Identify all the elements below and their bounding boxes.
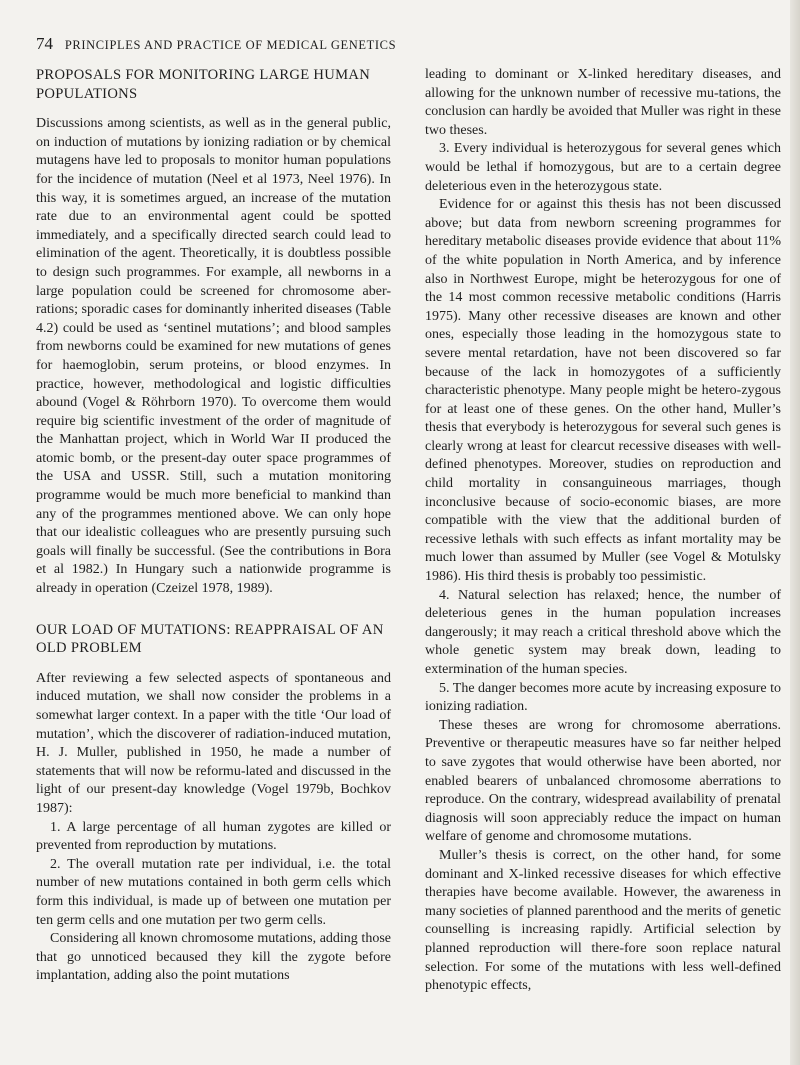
section-heading-monitoring: PROPOSALS FOR MONITORING LARGE HUMAN POPULATIONS bbox=[36, 67, 371, 102]
page-number: 74 bbox=[36, 34, 53, 53]
thesis-3: 3. Every individual is heterozygous for several genes which would be lethal if homozygous, but are to a certain degree deleterious even in the heterozygous state. bbox=[425, 141, 781, 194]
paragraph: Discussions among scientists, as well as in the general public, on induction of mutations by ionizing radiation or by chemical mutagens have led to proposals to monitor human populations for the incidence of mutation (Neel et al 1973, Neel 1976). In this way, it is sometimes argued, an increase of the mutation rate due to an environmental agent could be spotted immediately, and a specifically directed search could lead to elimination of the agent. Theoretically, it is doubtless possible to design such programmes. For example, all newborns in a large population could be screened for chromosome aber-rations; sporadic cases for dominantly inherited diseases (Table 4.2) could be used as ‘sentinel mutations’; and blood samples from newborns could be examined for new mutations of genes for haemoglobin, serum proteins, or blood enzymes. In practice, however, methodological and logistic difficulties abound (Vogel & Röhrborn 1970). To overcome them would require big scientific investment of the order of magnitude of the Manhattan project, which in World War II produced the atomic bomb, or the present-day outer space programmes of the USA and USSR. Still, such a mutation monitoring programme would be much more beneficial to mankind than any of the programmes mentioned above. We can only hope that our idealistic colleagues who are presently pursuing such goals will finally be successful. (See the contributions in Bora et al 1982.) In Hungary such a nationwide programme is already in operation (Czeizel 1978, 1989). bbox=[36, 116, 391, 597]
paragraph: Considering all known chromosome mutations, adding those that go unnoticed becaused they kill the zygote before implantation, adding also the point mutations bbox=[36, 931, 391, 984]
running-title: PRINCIPLES AND PRACTICE OF MEDICAL GENETICS bbox=[64, 38, 397, 52]
running-header bbox=[36, 34, 396, 54]
paragraph: These theses are wrong for chromosome aberrations. Preventive or therapeutic measures have so far neither helped to save zygotes that would otherwise have been aborted, nor enabled bearers of unbalanced chromosome aberrations to reproduce. On the contrary, widespread availability of prenatal diagnosis will soon appreciably reduce the impact on human welfare of genome and chromosome mutations. bbox=[425, 717, 781, 845]
paragraph: Evidence for or against this thesis has not been discussed above; but data from newborn screening programmes for hereditary metabolic diseases provide evidence that about 11% of the white population in North America, and by inference also in Northwest Europe, might be heterozygous for one of the 14 most common recessive metabolic conditions (Harris 1975). Many other recessive diseases are known and other ones, especially those leading in the homozygous state to severe mental retardation, have not been discovered so far because of the lack in homozygotes of a sufficiently characteristic phenotype. Many people might be hetero-zygous for at least one of these genes. On the other hand, Muller’s thesis that everybody is heterozygous for several such genes is clearly wrong at least for clearcut recessive diseases with well-defined phenotypes. Moreover, studies on reproduction and child mortality in consanguineous marriages, though inconclusive because of socio-economic biases, are more compatible with the view that the additional burden of recessive lethals with such effects as infant mortality may be much lower than assumed by Muller (see Vogel & Motulsky 1986). His third thesis is probably too pessimistic. bbox=[425, 197, 781, 585]
thesis-2: 2. The overall mutation rate per individual, i.e. the total number of new mutations contained in both germ cells which form this individual, is made up of between one mutation per ten germ cells and one mutation per two germ cells. bbox=[36, 856, 391, 928]
thesis-5: 5. The danger becomes more acute by increasing exposure to ionizing radiation. bbox=[425, 680, 781, 715]
right-column bbox=[425, 66, 781, 996]
paragraph: After reviewing a few selected aspects of spontaneous and induced mutation, we shall now consider the problems in a somewhat larger context. In a paper with the title ‘Our load of mutation’, which the discoverer of radiation-induced mutation, H. J. Muller, published in 1950, he made a number of statements that will now be reformu-lated and discussed in the light of our present-day knowledge (Vogel 1979b, Bochkov 1987): bbox=[36, 670, 391, 816]
section-heading-load-of-mutations: OUR LOAD OF MUTATIONS: REAPPRAISAL OF AN OLD PROBLEM bbox=[36, 621, 384, 657]
paragraph: Muller’s thesis is correct, on the other hand, for some dominant and X-linked recessive diseases for which effective therapies have become available. However, the awareness in many societies of planned parenthood and the merits of genetic counselling is increasing rapidly. Artificial selection by planned reproduction will there-fore soon replace natural selection. For some of the mutations with less well-defined phenotypic effects, bbox=[425, 847, 781, 994]
thesis-4: 4. Natural selection has relaxed; hence, the number of deleterious genes in the human population increases dangerously; it may reach a critical threshold above which the whole genetic system may break down, leading to extermination of the human species. bbox=[425, 587, 781, 677]
thesis-1: 1. A large percentage of all human zygotes are killed or prevented from reproduction by mutations. bbox=[36, 819, 391, 854]
paragraph: leading to dominant or X-linked hereditary diseases, and allowing for the unknown number of recessive mu-tations, the conclusion can hardly be avoided that Muller was right in these two theses. bbox=[425, 67, 781, 138]
left-column bbox=[36, 66, 391, 986]
page-edge bbox=[790, 0, 800, 1065]
